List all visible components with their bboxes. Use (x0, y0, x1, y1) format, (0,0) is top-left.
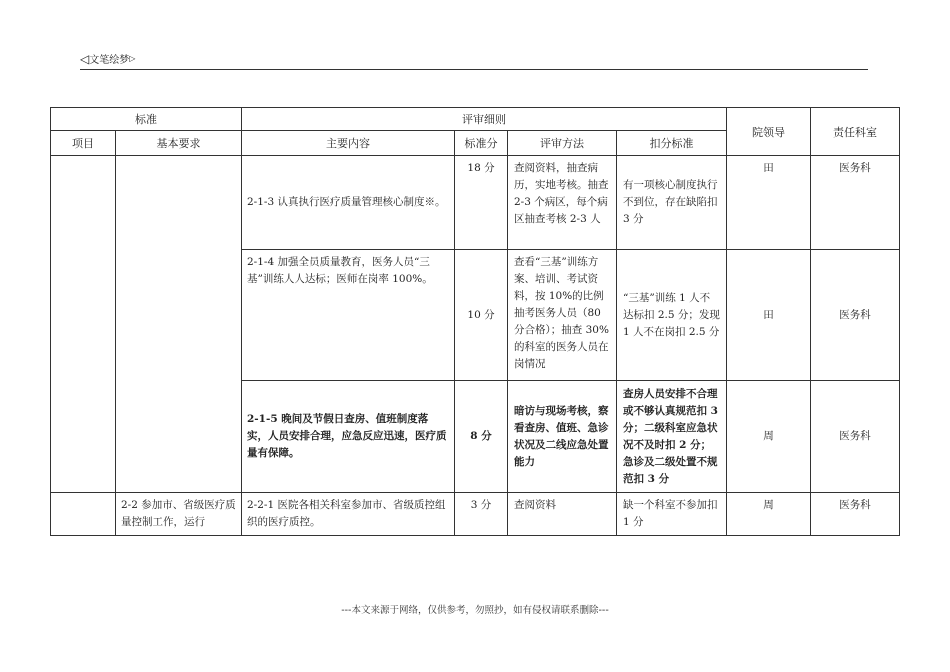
dept-cell: 医务科 (811, 250, 900, 381)
header-brand: 文笔绘梦 (89, 55, 130, 66)
method-cell: 查阅资料，抽查病历，实地考核。抽查 2-3 个病区，每个病区抽查考核 2-3 人 (508, 156, 617, 250)
dept-cell: 医务科 (811, 156, 900, 250)
table-row (51, 156, 900, 250)
method-cell: 暗访与现场考核，察看查房、值班、急诊状况及二线应急处置能力 (508, 381, 617, 493)
basic-cell: 2-2 参加市、省级医疗质量控制工作，运行 (116, 493, 242, 536)
score-cell: 3 分 (455, 493, 508, 536)
score-cell: 8 分 (455, 381, 508, 493)
header-item: 项目 (51, 131, 116, 156)
left-triangle-icon: ◁ (80, 52, 90, 66)
method-cell: 查阅资料 (508, 493, 617, 536)
footer-note: ---本文来源于网络，仅供参考，勿照抄，如有侵权请联系删除--- (341, 605, 609, 616)
header-score: 标准分 (455, 131, 508, 156)
leader-cell: 田 (727, 250, 811, 381)
basic-cell (116, 156, 242, 493)
header-leader: 院领导 (727, 108, 811, 156)
header-dept: 责任科室 (811, 108, 900, 156)
page-header (80, 52, 868, 70)
score-cell: 10 分 (455, 250, 508, 381)
item-cell (51, 156, 116, 493)
table-row (51, 493, 900, 536)
right-triangle-icon: ▷ (129, 54, 136, 63)
dept-cell: 医务科 (811, 493, 900, 536)
header-method: 评审方法 (508, 131, 617, 156)
deduct-cell: “三基”训练 1 人不达标扣 2.5 分；发现 1 人不在岗扣 2.5 分 (617, 250, 727, 381)
main-content-cell: 2-1-5 晚间及节假日查房、值班制度落实，人员安排合理，应急反应迅速，医疗质量有保障。 (242, 381, 455, 493)
header-rules: 评审细则 (242, 108, 727, 131)
dept-cell: 医务科 (811, 381, 900, 493)
review-table (50, 107, 900, 536)
group-header-row (51, 108, 900, 131)
header-main: 主要内容 (242, 131, 455, 156)
deduct-cell: 缺一个科室不参加扣 1 分 (617, 493, 727, 536)
header-deduct: 扣分标准 (617, 131, 727, 156)
header-basic: 基本要求 (116, 131, 242, 156)
deduct-cell: 有一项核心制度执行不到位，存在缺陷扣 3 分 (617, 156, 727, 250)
item-cell (51, 493, 116, 536)
score-cell: 18 分 (455, 156, 508, 250)
leader-cell: 周 (727, 493, 811, 536)
method-cell: 查看“三基”训练方案、培训、考试资料，按 10%的比例抽考医务人员（80 分合格）；抽查 30%的科室的医务人员在岗情况 (508, 250, 617, 381)
leader-cell: 周 (727, 381, 811, 493)
main-content-cell: 2-1-3 认真执行医疗质量管理核心制度※。 (242, 156, 455, 250)
header-standard: 标准 (51, 108, 242, 131)
main-content-cell: 2-1-4 加强全员质量教育，医务人员“三基”训练人人达标；医师在岗率 100%。 (242, 250, 455, 381)
main-content-cell: 2-2-1 医院各相关科室参加市、省级质控组织的医疗质控。 (242, 493, 455, 536)
deduct-cell: 查房人员安排不合理或不够认真规范扣 3 分；二级科室应急状况不及时扣 2 分；急诊及二级处置不规范扣 3 分 (617, 381, 727, 493)
leader-cell: 田 (727, 156, 811, 250)
